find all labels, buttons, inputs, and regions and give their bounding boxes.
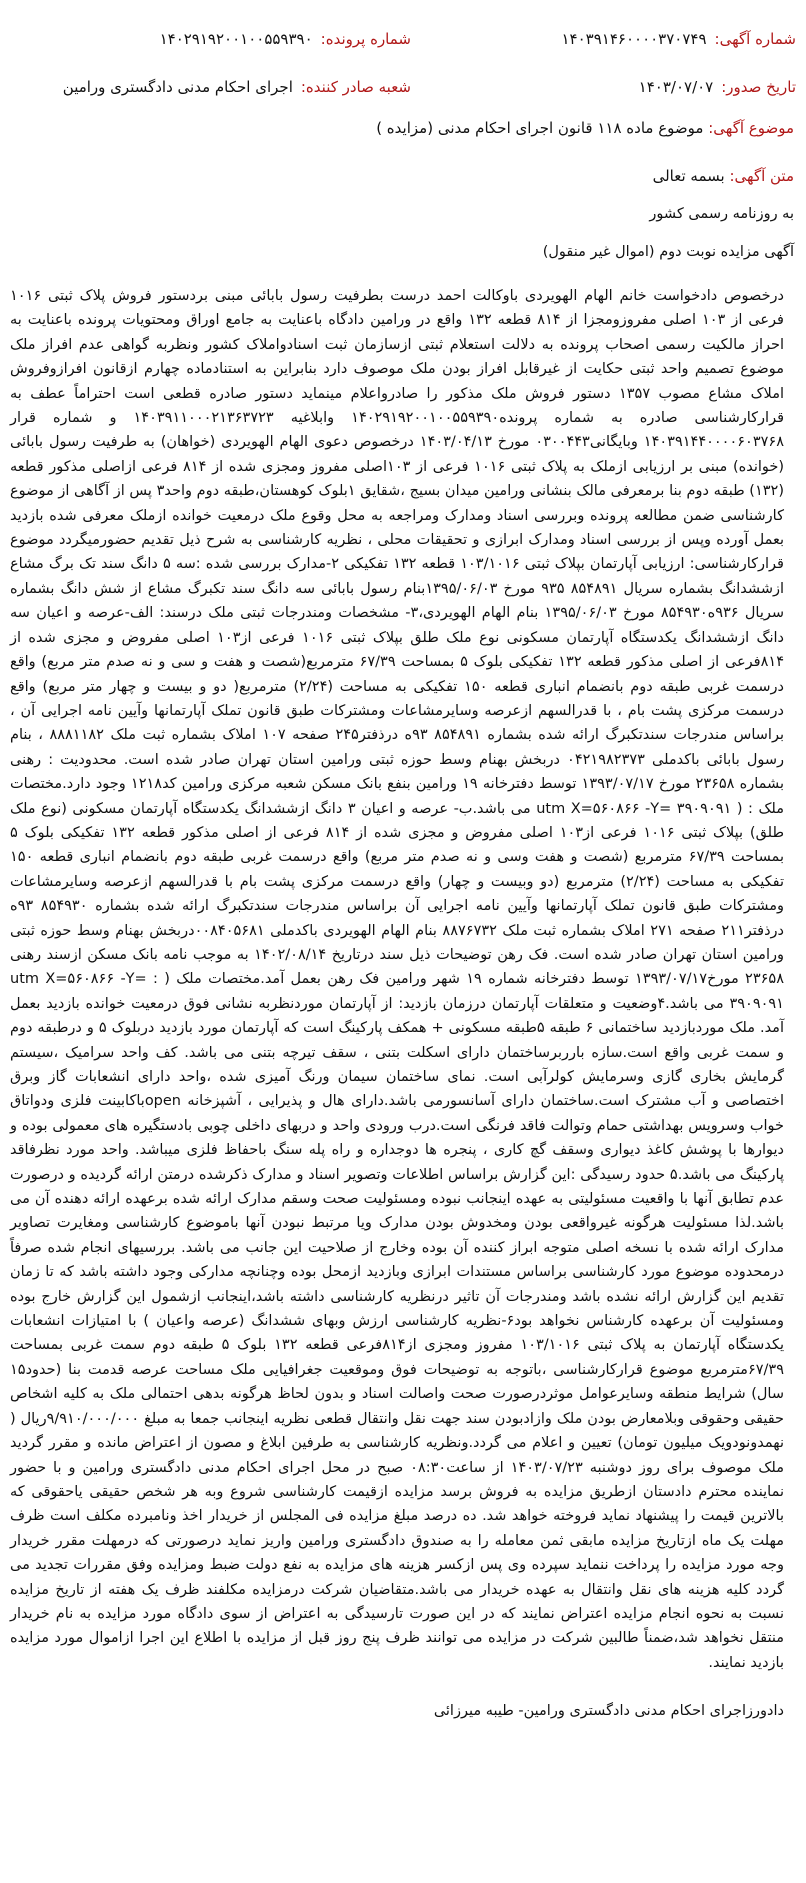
- subject-value: موضوع ماده ۱۱۸ قانون اجرای احکام مدنی (مزایده ): [376, 119, 704, 137]
- ad-number-label: شماره آگهی:: [714, 30, 796, 48]
- issuing-branch-value: اجرای احکام مدنی دادگستری ورامین: [62, 78, 293, 96]
- newspaper-line: به روزنامه رسمی کشور: [649, 206, 794, 222]
- ad-text-line: [22, 166, 794, 186]
- subject-line: [22, 118, 794, 138]
- issue-date-field: [639, 78, 796, 96]
- ad-number-field: [562, 30, 797, 48]
- notice-header: [0, 0, 806, 110]
- subject-label: موضوع آگهی:: [708, 119, 794, 137]
- case-number-value: ۱۴۰۲۹۱۹۲۰۰۱۰۰۵۵۹۳۹۰: [159, 30, 313, 48]
- issue-date-label: تاریخ صدور:: [721, 78, 796, 96]
- case-number-label: شماره پرونده:: [320, 30, 411, 48]
- issue-date-value: ۱۴۰۳/۰۷/۰۷: [638, 78, 714, 96]
- auction-title: آگهی مزایده نوبت دوم (اموال غیر منقول): [542, 244, 794, 260]
- notice-meta: [0, 118, 806, 262]
- signature-line: دادورزاجرای احکام مدنی دادگستری ورامین- طیبه میرزائی: [433, 1703, 784, 1720]
- issuing-branch-field: [63, 78, 411, 96]
- ad-text-value: بسمه تعالی: [652, 167, 725, 185]
- notice-body: درخصوص دادخواست خانم الهام الهویردی باوکالت احمد درست بطرفیت رسول بابائی مبنی بردستور فروش پلاک ثبتی ۱۰۱۶ فرعی از ۱۰۳ اصلی مفروزومجزا از ۸۱۴ قطعه ۱۳۲ واقع در ورامین دادگاه باعنایت به جامع اوراق ومحتویات پرونده باعنایت به احراز مالکیت رسمی اصحاب پرونده به دلالت استعلام ثبتی ازسازمان ثبت اسنادواملاک کشور ونظربه گواهی عدم افراز ملک موضوع تصمیم واحد ثبتی حکایت از غیرقابل افراز بودن ملک موصوف دارد بنابراین به استنادماده چهارم ازقانون افرازوفروش املاک مشاع مصوب ۱۳۵۷ دستور فروش ملک مذکور را صادرواعلام مینماید دستور صادره قطعی است احتراماً عطف به قرارکارشناسی صادره به شماره پرونده۱۴۰۲۹۱۹۲۰۰۱۰۰۵۵۹۳۹۰ وابلاغیه ۱۴۰۳۹۱۱۰۰۰۲۱۳۶۳۷۲۳ و شماره قرار ۱۴۰۳۹۱۴۴۰۰۰۰۶۰۳۷۶۸ وبایگانی۰۳۰۰۴۴۳ مورخ ۱۴۰۳/۰۴/۱۳ درخصوص دعوی الهام الهویردی (خواهان) به طرفیت رسول بابائی (خوانده) مبنی بر ارزیابی ازملک به پلاک ثبتی ۱۰۱۶ فرعی از ۱۰۳اصلی مفروز ومجزی شده از ۸۱۴ فرعی ازاصلی مذکور قطعه (۱۳۲) طبقه دوم بنا برمعرفی مالک بنشانی ورامین میدان بسیج ،شقایق ۱بلوک کوهستان،طبقه دوم واحد۳ پس از آگاهی از موضوع کارشناسی ضمن مطالعه پرونده وبررسی اسناد ومدارک ومراجعه به محل وقوع ملک درمعیت خوانده ازملک معرفی شده بازدید بعمل آورده وپس از بررسی اسناد ومدارک ابرازی و تحقیقات محلی ، نظریه کارشناسی به شرح ذیل تقدیم حضورمیگردد موضوع قرارکارشناسی: ارزیابی آپارتمان بپلاک ثبتی ۱۰۳/۱۰۱۶ قطعه ۱۳۲ تفکیکی ۲-مدارک بررسی شده :سه ۵ دانگ سند تک برگ مشاع ازششدانگ بشماره سریال ۸۵۴۸۹۱ ۹۳۵ مورخ ۱۳۹۵/۰۶/۰۳بنام رسول بابائی سه دانگ سند تکبرگ مشاع از شش دانگ بشماره سریال ۹۳۶ه۸۵۴۹۳۰ مورخ ۱۳۹۵/۰۶/۰۳ بنام الهام الهویردی،۳- مشخصات ومندرجات ثبتی ملک درسند: الف-عرصه و اعیان سه دانگ ازششدانگ یکدستگاه آپارتمان مسکونی نوع ملک طلق بپلاک ثبتی ۱۰۱۶ فرعی از۱۰۳ اصلی مفروض و مجزی شده از ۸۱۴فرعی از اصلی مذکور قطعه ۱۳۲ تفکیکی بلوک ۵ بمساحت ۶۷/۳۹ مترمربع(شصت و هفت و سی و نه صدم متر مربع) واقع درسمت غربی طبقه دوم بانضمام انباری قطعه ۱۵۰ تفکیکی به مساحت (۲/۲۴) مترمربع( دو و بیست و چهار متر مربع) واقع درسمت مرکزی پشت بام ، با قدرالسهم ازعرصه وسایرمشاعات ومشترکات طبق قانون تملک آپارتمانها وآیین نامه اجرایی آن ، براساس مندرجات سندتکبرگ ارائه شده بشماره ۸۵۴۸۹۱ ۹۳ه درذفتر۲۴۵ صفحه ۱۰۷ املاک بشماره ثبت ملک ۸۸۸۱۱۸۲ ، بنام رسول بابائی باکدملی ۰۴۲۱۹۸۲۳۷۳ دربخش بهنام وسط حوزه ثبتی ورامین استان تهران صادر شده است. محدودیت : رهنی بشماره ۲۳۶۵۸ مورخ ۱۳۹۳/۰۷/۱۷ توسط دفترخانه ۱۹ ورامین بنفع بانک مسکن شعبه مرکزی ورامین کد۱۲۱۸ وجود دارد.مختصات ملک : ( utm X=۵۶۰۸۶۶ -Y= ۳۹۰۹۰۹۱ می باشد.ب- عرصه و اعیان ۳ دانگ ازششدانگ یکدستگاه آپارتمان مسکونی (نوع ملک طلق) بپلاک ثبتی ۱۰۱۶ فرعی از۱۰۳ اصلی مفروض و مجزی شده از ۸۱۴ فرعی از اصلی مذکور قطعه ۱۳۲ تفکیکی بلوک ۵ بمساحت ۶۷/۳۹ مترمربع (شصت و هفت وسی و نه صدم متر مربع) واقع درسمت غربی طبقه دوم بانضمام انباری قطعه ۱۵۰ تفکیکی به مساحت (۲/۲۴) مترمربع (دو وبیست و چهار) واقع درسمت مرکزی پشت بام با قدرالسهم ازعرصه وسایرمشاعات ومشترکات طبق قانون تملک آپارتمانها وآیین نامه اجرایی آن براساس مندرجات سندتکبرگ ارائه شده بشماره ۸۵۴۹۳۰ ۹۳ه درذفتر۲۱۱ صفحه ۲۷۱ املاک بشماره ثبت ملک ۸۸۷۶۷۳۲ بنام الهام الهویردی باکدملی ۰۰۸۴۰۵۶۸۱دربخش بهنام وسط حوزه ثبتی ورامین استان تهران صادر شده است. فک رهن توضیحات ذیل سند درتاریخ ۱۴۰۲/۰۸/۱۴ به موجب نامه بانک مسکن ازسند رهنی ۲۳۶۵۸ مورخ۱۳۹۳/۰۷/۱۷ توسط دفترخانه شماره ۱۹ شهر ورامین فک رهن بعمل آمد.مختصات ملک ( : utm X=۵۶۰۸۶۶ -Y= ۳۹۰۹۰۹۱ می باشد.۴وضعیت و متعلقات آپارتمان درزمان بازدید: از آپارتمان موردنظربه نشانی فوق درمعیت خوانده بازدید بعمل آمد. ملک موردبازدید ساختمانی ۶ طبقه ۵طبقه مسکونی + همکف پارکینگ است که آپارتمان مورد بازدید دربلوک ۵ و درطبقه دوم و سمت غربی واقع است.سازه بارربرساختمان دارای اسکلت بتنی ، سقف تیرچه بتنی می باشد. کف واحد سرامیک ،سیستم گرمایش بخاری گازی وسرمایش کولرآبی است. نمای ساختمان سیمان ورنگ آمیزی شده ،واحد دارای انشعابات گاز وبرق اختصاصی و آب مشترک است.ساختمان دارای آسانسورمی باشد.دارای هال و پذیرایی ، آشپزخانه openباکابینت فلزی ودواتاق خواب وسرویس بهداشتی حمام وتوالت فاقد فرنگی است.درب ورودی واحد و دربهای داخلی چوبی بادستگیره های معمولی بوده و دیوارها با پوشش کاغذ دیواری وسقف گچ کاری ، پنجره ها دوجداره و راه پله سنگ باحفاظ فلزی میباشد. واحد مورد نظرفاقد پارکینگ می باشد.۵ حدود رسیدگی :این گزارش براساس اطلاعات وتصویر اسناد و مدارک ذکرشده درمتن ارائه گردیده و درصورت عدم تطابق آنها با واقعیت مسئولیتی به عهده اینجانب نبوده ومسئولیت صحت وسقم مدارک ارائه شده برعهده ارائه دهنده آن می باشد.لذا مسئولیت هرگونه غیرواقعی بودن ومخدوش بودن مدارک ویا مرتبط نبودن آنها باموضوع کارشناسی ومغایرت تصاویر مدارک ارائه شده با نسخه اصلی متوجه ابراز کننده آن بوده وخارج از صلاحیت این جانب می باشد. بررسیهای انجام شده صرفاً درمحدوده موضوع مورد کارشناسی براساس مستندات ابرازی وبازدید ازمحل بوده وچنانچه مدارکی وجود داشته باشد که تا زمان تقدیم این گزارش ارائه نشده باشد ومندرجات آن تاثیر درنظریه کارشناسی داشته باشد،اینجانب ازشمول این گزارش خارج بوده ومسئولیت آن برعهده کارشناس نخواهد بود۶-نظریه کارشناسی ارزش وبهای ششدانگ (عرصه واعیان ) با امتیازات انشعابات یکدستگاه آپارتمان به پلاک ثبتی ۱۰۳/۱۰۱۶ مفروز ومجزی از۸۱۴فرعی قطعه ۱۳۲ بلوک ۵ طبقه دوم سمت غربی بمساحت ۶۷/۳۹مترمربع موضوع قرارکارشناسی ،باتوجه به توضیحات فوق وموقعیت جغرافیایی ملک مساحت عرصه قدمت بنا (حدود۱۵ سال) شرایط منطقه وسایرعوامل موثردرصورت صحت واصالت اسناد و بدون لحاظ هرگونه بدهی احتمالی ملک به کلیه اشخاص حقیقی وحقوقی وبلامعارض بودن ملک وازادبودن سند جهت نقل وانتقال قطعی نظریه اینجانب جمعا به مبلغ ۹/۹۱۰/۰۰۰/۰۰۰ریال ( نهمدونودویک میلیون تومان) تعیین و اعلام می گردد.ونظریه کارشناسی به طرفین ابلاغ و مصون از اعتراض مانده و مقرر گردید ملک موصوف برای روز دوشنبه ۱۴۰۳/۰۷/۲۳ از ساعت۰۸:۳۰ صبح در محل اجرای احکام مدنی دادگستری ورامین و با حضور نماینده محترم دادستان ازطریق مزایده به فروش برسد مزایده ازقیمت کارشناسی شروع وبه هر شخص حقیقی یاحقوقی که بالاترین قیمت را پیشنهاد نماید فروخته خواهد شد. ده درصد مبلغ مزایده فی المجلس از خریدار اخذ ونامبرده مکلف است ظرف مهلت یک ماه ازتاریخ مزایده مابقی ثمن معامله را به صندوق دادگستری ورامین واریز نماید درصورتی که درمهلت مقرر خریدار وجه مورد مزایده را پرداخت ننماید سپرده وی پس ازکسر هزینه های مزایده به نفع دولت ضبط ومزایده وفق مقررات تجدید می گردد کلیه هزینه های نقل وانتقال به عهده خریدار می باشد.متقاضیان شرکت درمزایده مکلفند ظرف یک هفته از تاریخ مزایده نسبت به نحوه انجام مزایده اعتراض نمایند که در این صورت تارسیدگی به اعتراض از سوی دادگاه مورد مزایده به نام خریدار منتقل نخواهد شد،ضمناً طالبین شرکت در مزایده می توانند ظرف پنج روز قبل از مزایده با اطلاع این اجرا ازاموال مورد مزایده بازدید نمایند.: [10, 288, 785, 1671]
- ad-text-label: متن آگهی:: [729, 167, 794, 185]
- case-number-field: [160, 30, 411, 48]
- ad-number-value: ۱۴۰۳۹۱۴۶۰۰۰۰۳۷۰۷۴۹: [561, 30, 707, 48]
- issuing-branch-label: شعبه صادر کننده:: [300, 78, 411, 96]
